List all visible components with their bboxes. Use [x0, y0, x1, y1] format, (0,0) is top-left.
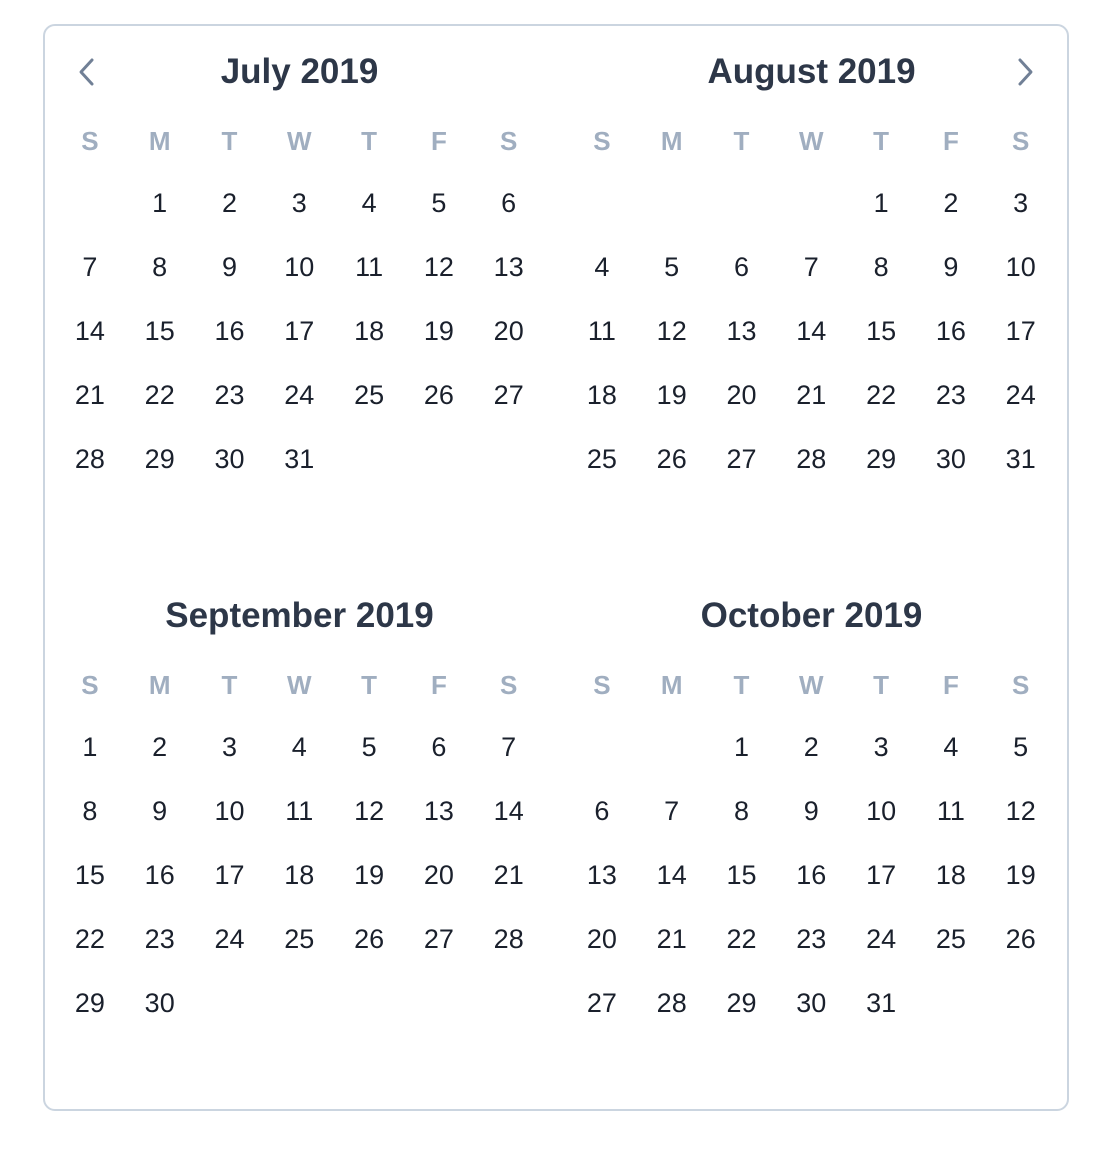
day-cell[interactable]: 2: [221, 188, 237, 218]
weekday-header: S: [81, 126, 99, 156]
weekday-header: F: [430, 126, 447, 156]
day-cell[interactable]: 8: [733, 796, 749, 826]
weekday-header: T: [873, 126, 890, 156]
day-cell[interactable]: 29: [866, 444, 897, 474]
month-title: July 2019: [220, 52, 379, 91]
day-cell[interactable]: 2: [943, 188, 959, 218]
weekday-header: T: [733, 126, 750, 156]
weekday-header: S: [593, 670, 611, 700]
day-cell[interactable]: 14: [796, 316, 827, 346]
day-cell[interactable]: 10: [1005, 252, 1036, 282]
day-cell[interactable]: 13: [726, 316, 757, 346]
day-cell[interactable]: 18: [354, 316, 385, 346]
day-cell[interactable]: 14: [656, 860, 687, 890]
weekday-header: T: [361, 670, 378, 700]
day-cell[interactable]: 16: [935, 316, 966, 346]
day-cell[interactable]: 9: [152, 796, 168, 826]
day-cell[interactable]: 15: [74, 860, 105, 890]
day-cell[interactable]: 6: [431, 732, 447, 762]
day-cell[interactable]: 25: [284, 924, 315, 954]
weekday-header: F: [942, 670, 959, 700]
day-cell[interactable]: 13: [423, 796, 454, 826]
day-cell[interactable]: 26: [656, 444, 687, 474]
month-august: [567, 48, 1056, 528]
day-cell[interactable]: 9: [943, 252, 959, 282]
day-cell[interactable]: 25: [586, 444, 617, 474]
day-cell[interactable]: 8: [873, 252, 889, 282]
day-cell[interactable]: 19: [1005, 860, 1036, 890]
day-cell[interactable]: 7: [664, 796, 680, 826]
day-cell[interactable]: 12: [656, 316, 687, 346]
day-cell[interactable]: 28: [493, 924, 524, 954]
day-cell[interactable]: 23: [144, 924, 175, 954]
day-cell[interactable]: 17: [214, 860, 245, 890]
day-cell[interactable]: 10: [284, 252, 315, 282]
day-cell[interactable]: 17: [284, 316, 315, 346]
day-cell[interactable]: 24: [866, 924, 897, 954]
day-cell[interactable]: 15: [144, 316, 175, 346]
day-cell[interactable]: 12: [1005, 796, 1036, 826]
day-cell[interactable]: 29: [74, 988, 105, 1018]
day-cell[interactable]: 13: [493, 252, 524, 282]
day-cell[interactable]: 29: [144, 444, 175, 474]
day-cell[interactable]: 27: [493, 380, 524, 410]
day-cell[interactable]: 4: [361, 188, 377, 218]
weekday-header: T: [873, 670, 890, 700]
weekday-header: S: [1012, 670, 1030, 700]
day-cell[interactable]: 21: [493, 860, 524, 890]
day-cell[interactable]: 21: [74, 380, 105, 410]
day-cell[interactable]: 22: [74, 924, 105, 954]
day-cell[interactable]: 24: [214, 924, 245, 954]
weekday-header: F: [942, 126, 959, 156]
day-cell[interactable]: 20: [726, 380, 757, 410]
day-cell[interactable]: 30: [214, 444, 245, 474]
day-cell[interactable]: 23: [796, 924, 827, 954]
day-cell[interactable]: 29: [726, 988, 757, 1018]
day-cell[interactable]: 17: [1005, 316, 1036, 346]
weekday-header: T: [221, 126, 238, 156]
weekday-header: T: [221, 670, 238, 700]
day-cell[interactable]: 11: [936, 796, 965, 826]
day-cell[interactable]: 13: [586, 860, 617, 890]
day-cell[interactable]: 7: [82, 252, 98, 282]
day-cell[interactable]: 20: [493, 316, 524, 346]
day-cell[interactable]: 30: [796, 988, 827, 1018]
day-cell[interactable]: 20: [586, 924, 617, 954]
weekday-header: S: [500, 670, 518, 700]
weekday-header: W: [287, 670, 312, 700]
day-cell[interactable]: 23: [935, 380, 966, 410]
weekday-header: S: [593, 126, 611, 156]
day-cell[interactable]: 28: [796, 444, 827, 474]
day-cell[interactable]: 1: [873, 188, 889, 218]
weekday-header: W: [799, 126, 824, 156]
day-cell[interactable]: 22: [726, 924, 757, 954]
month-september: [55, 592, 544, 1072]
day-cell[interactable]: 20: [423, 860, 454, 890]
weekday-header: F: [430, 670, 447, 700]
month-title: September 2019: [165, 596, 434, 635]
weekday-header: W: [287, 126, 312, 156]
weekday-header: M: [148, 126, 171, 156]
day-cell[interactable]: 1: [733, 732, 749, 762]
day-cell[interactable]: 3: [221, 732, 237, 762]
day-cell[interactable]: 1: [82, 732, 98, 762]
day-cell[interactable]: 23: [214, 380, 245, 410]
day-cell[interactable]: 3: [291, 188, 307, 218]
day-cell[interactable]: 6: [733, 252, 749, 282]
calendar-card: [43, 24, 1069, 1111]
weekday-header: M: [148, 670, 171, 700]
weekday-header: S: [81, 670, 99, 700]
day-cell[interactable]: 25: [354, 380, 385, 410]
day-cell[interactable]: 26: [354, 924, 385, 954]
day-cell[interactable]: 27: [423, 924, 454, 954]
day-cell[interactable]: 24: [284, 380, 315, 410]
day-cell[interactable]: 2: [803, 732, 819, 762]
day-cell[interactable]: 18: [935, 860, 966, 890]
day-cell[interactable]: 21: [796, 380, 827, 410]
weekday-header: S: [500, 126, 518, 156]
day-cell[interactable]: 16: [796, 860, 827, 890]
month-october: [567, 592, 1056, 1072]
day-cell[interactable]: 26: [1005, 924, 1036, 954]
day-cell[interactable]: 11: [355, 252, 384, 282]
month-title: August 2019: [707, 52, 916, 91]
day-cell[interactable]: 26: [423, 380, 454, 410]
weekday-header: S: [1012, 126, 1030, 156]
day-cell[interactable]: 12: [354, 796, 385, 826]
day-cell[interactable]: 21: [656, 924, 687, 954]
day-cell[interactable]: 6: [594, 796, 610, 826]
day-cell[interactable]: 31: [284, 444, 315, 474]
day-cell[interactable]: 27: [726, 444, 757, 474]
day-cell[interactable]: 5: [1013, 732, 1029, 762]
day-cell[interactable]: 8: [152, 252, 168, 282]
day-cell[interactable]: 22: [144, 380, 175, 410]
day-cell[interactable]: 22: [866, 380, 897, 410]
day-cell[interactable]: 8: [82, 796, 98, 826]
day-cell[interactable]: 10: [214, 796, 245, 826]
day-cell[interactable]: 27: [586, 988, 617, 1018]
day-cell[interactable]: 3: [1013, 188, 1029, 218]
day-cell[interactable]: 17: [866, 860, 897, 890]
day-cell[interactable]: 9: [221, 252, 237, 282]
day-cell[interactable]: 3: [873, 732, 889, 762]
weekday-header: T: [733, 670, 750, 700]
day-cell[interactable]: 15: [726, 860, 757, 890]
month-title: October 2019: [700, 596, 923, 635]
day-cell[interactable]: 9: [803, 796, 819, 826]
day-cell[interactable]: 11: [587, 316, 616, 346]
day-cell[interactable]: 11: [285, 796, 314, 826]
day-cell[interactable]: 28: [656, 988, 687, 1018]
day-cell[interactable]: 19: [656, 380, 687, 410]
weekday-header: W: [799, 670, 824, 700]
day-cell[interactable]: 4: [943, 732, 959, 762]
day-cell[interactable]: 7: [803, 252, 819, 282]
day-cell[interactable]: 31: [866, 988, 897, 1018]
day-cell[interactable]: 30: [144, 988, 175, 1018]
day-cell[interactable]: 28: [74, 444, 105, 474]
day-cell[interactable]: 30: [935, 444, 966, 474]
day-cell[interactable]: 19: [354, 860, 385, 890]
day-cell[interactable]: 18: [586, 380, 617, 410]
day-cell[interactable]: 2: [152, 732, 168, 762]
day-cell[interactable]: 6: [501, 188, 517, 218]
day-cell[interactable]: 10: [866, 796, 897, 826]
day-cell[interactable]: 31: [1005, 444, 1036, 474]
day-cell[interactable]: 5: [664, 252, 680, 282]
day-cell[interactable]: 19: [423, 316, 454, 346]
day-cell[interactable]: 24: [1005, 380, 1036, 410]
day-cell[interactable]: 14: [493, 796, 524, 826]
day-cell[interactable]: 12: [423, 252, 454, 282]
day-cell[interactable]: 5: [361, 732, 377, 762]
weekday-header: T: [361, 126, 378, 156]
day-cell[interactable]: 16: [214, 316, 245, 346]
day-cell[interactable]: 25: [935, 924, 966, 954]
day-cell[interactable]: 16: [144, 860, 175, 890]
day-cell[interactable]: 1: [152, 188, 168, 218]
day-cell[interactable]: 4: [594, 252, 610, 282]
day-cell[interactable]: 7: [501, 732, 517, 762]
weekday-header: M: [660, 670, 683, 700]
day-cell[interactable]: 4: [291, 732, 307, 762]
month-july: [55, 48, 544, 528]
day-cell[interactable]: 18: [284, 860, 315, 890]
day-cell[interactable]: 15: [866, 316, 897, 346]
weekday-header: M: [660, 126, 683, 156]
day-cell[interactable]: 14: [74, 316, 105, 346]
day-cell[interactable]: 5: [431, 188, 447, 218]
